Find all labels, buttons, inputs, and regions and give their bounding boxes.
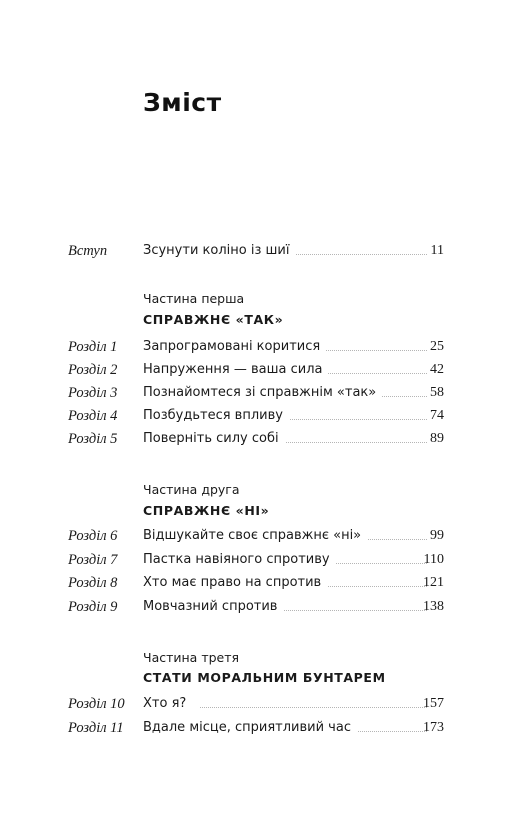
toc-entry[interactable]: [0, 405, 519, 427]
entry-page-number: 89: [430, 431, 444, 446]
entry-title: Познайомтеся зі справжнім «так»: [143, 382, 382, 404]
entry-label: Розділ 8: [68, 575, 118, 591]
entry-title: Мовчазний спротив: [143, 596, 283, 618]
part-title: СПРАВЖНЄ «ТАК»: [143, 312, 284, 327]
toc-entry[interactable]: [0, 336, 519, 358]
page-title: Зміст: [143, 88, 222, 117]
part-title: СПРАВЖНЄ «НІ»: [143, 503, 270, 518]
toc-entry[interactable]: [0, 428, 519, 450]
entry-title: Запрограмовані коритися: [143, 336, 326, 358]
entry-label: Розділ 9: [68, 599, 118, 615]
entry-label: Вступ: [68, 243, 108, 259]
entry-title: Зсунути коліно із шиї: [143, 240, 295, 262]
entry-label: Розділ 10: [68, 696, 125, 712]
entry-label: Розділ 6: [68, 528, 118, 544]
toc-entry[interactable]: [0, 693, 519, 715]
entry-page-number: 157: [423, 696, 444, 711]
part-label: Частина перша: [143, 291, 245, 306]
toc-entry[interactable]: [0, 382, 519, 404]
dot-leader: [200, 707, 427, 708]
entry-page-number: 99: [430, 528, 444, 543]
entry-label: Розділ 11: [68, 720, 124, 736]
entry-label: Розділ 2: [68, 362, 118, 378]
toc-entry[interactable]: [0, 717, 519, 739]
entry-title: Позбудьтеся впливу: [143, 405, 289, 427]
part-label: Частина третя: [143, 650, 240, 665]
entry-page-number: 11: [430, 243, 444, 258]
entry-title: Пастка навіяного спротиву: [143, 549, 336, 571]
entry-page-number: 138: [423, 599, 444, 614]
entry-title: Хто має право на спротив: [143, 572, 327, 594]
toc-entry-intro[interactable]: [0, 240, 519, 262]
part-label: Частина друга: [143, 482, 240, 497]
entry-page-number: 74: [430, 408, 444, 423]
entry-label: Розділ 4: [68, 408, 118, 424]
toc-entry[interactable]: [0, 525, 519, 547]
entry-page-number: 25: [430, 339, 444, 354]
entry-page-number: 42: [430, 362, 444, 377]
entry-page-number: 173: [423, 720, 444, 735]
entry-label: Розділ 1: [68, 339, 118, 355]
entry-title: Поверніть силу собі: [143, 428, 285, 450]
entry-title: Напруження — ваша сила: [143, 359, 328, 381]
part-title: СТАТИ МОРАЛЬНИМ БУНТАРЕМ: [143, 670, 386, 685]
toc-entry[interactable]: [0, 549, 519, 571]
entry-label: Розділ 7: [68, 552, 118, 568]
entry-page-number: 121: [423, 575, 444, 590]
entry-title: Хто я?: [143, 693, 192, 715]
toc-entry[interactable]: [0, 359, 519, 381]
entry-title: Вдале місце, сприятливий час: [143, 717, 357, 739]
toc-entry[interactable]: [0, 572, 519, 594]
entry-title: Відшукайте своє справжнє «ні»: [143, 525, 367, 547]
entry-label: Розділ 5: [68, 431, 118, 447]
entry-page-number: 58: [430, 385, 444, 400]
toc-entry[interactable]: [0, 596, 519, 618]
entry-label: Розділ 3: [68, 385, 118, 401]
entry-page-number: 110: [423, 552, 444, 567]
